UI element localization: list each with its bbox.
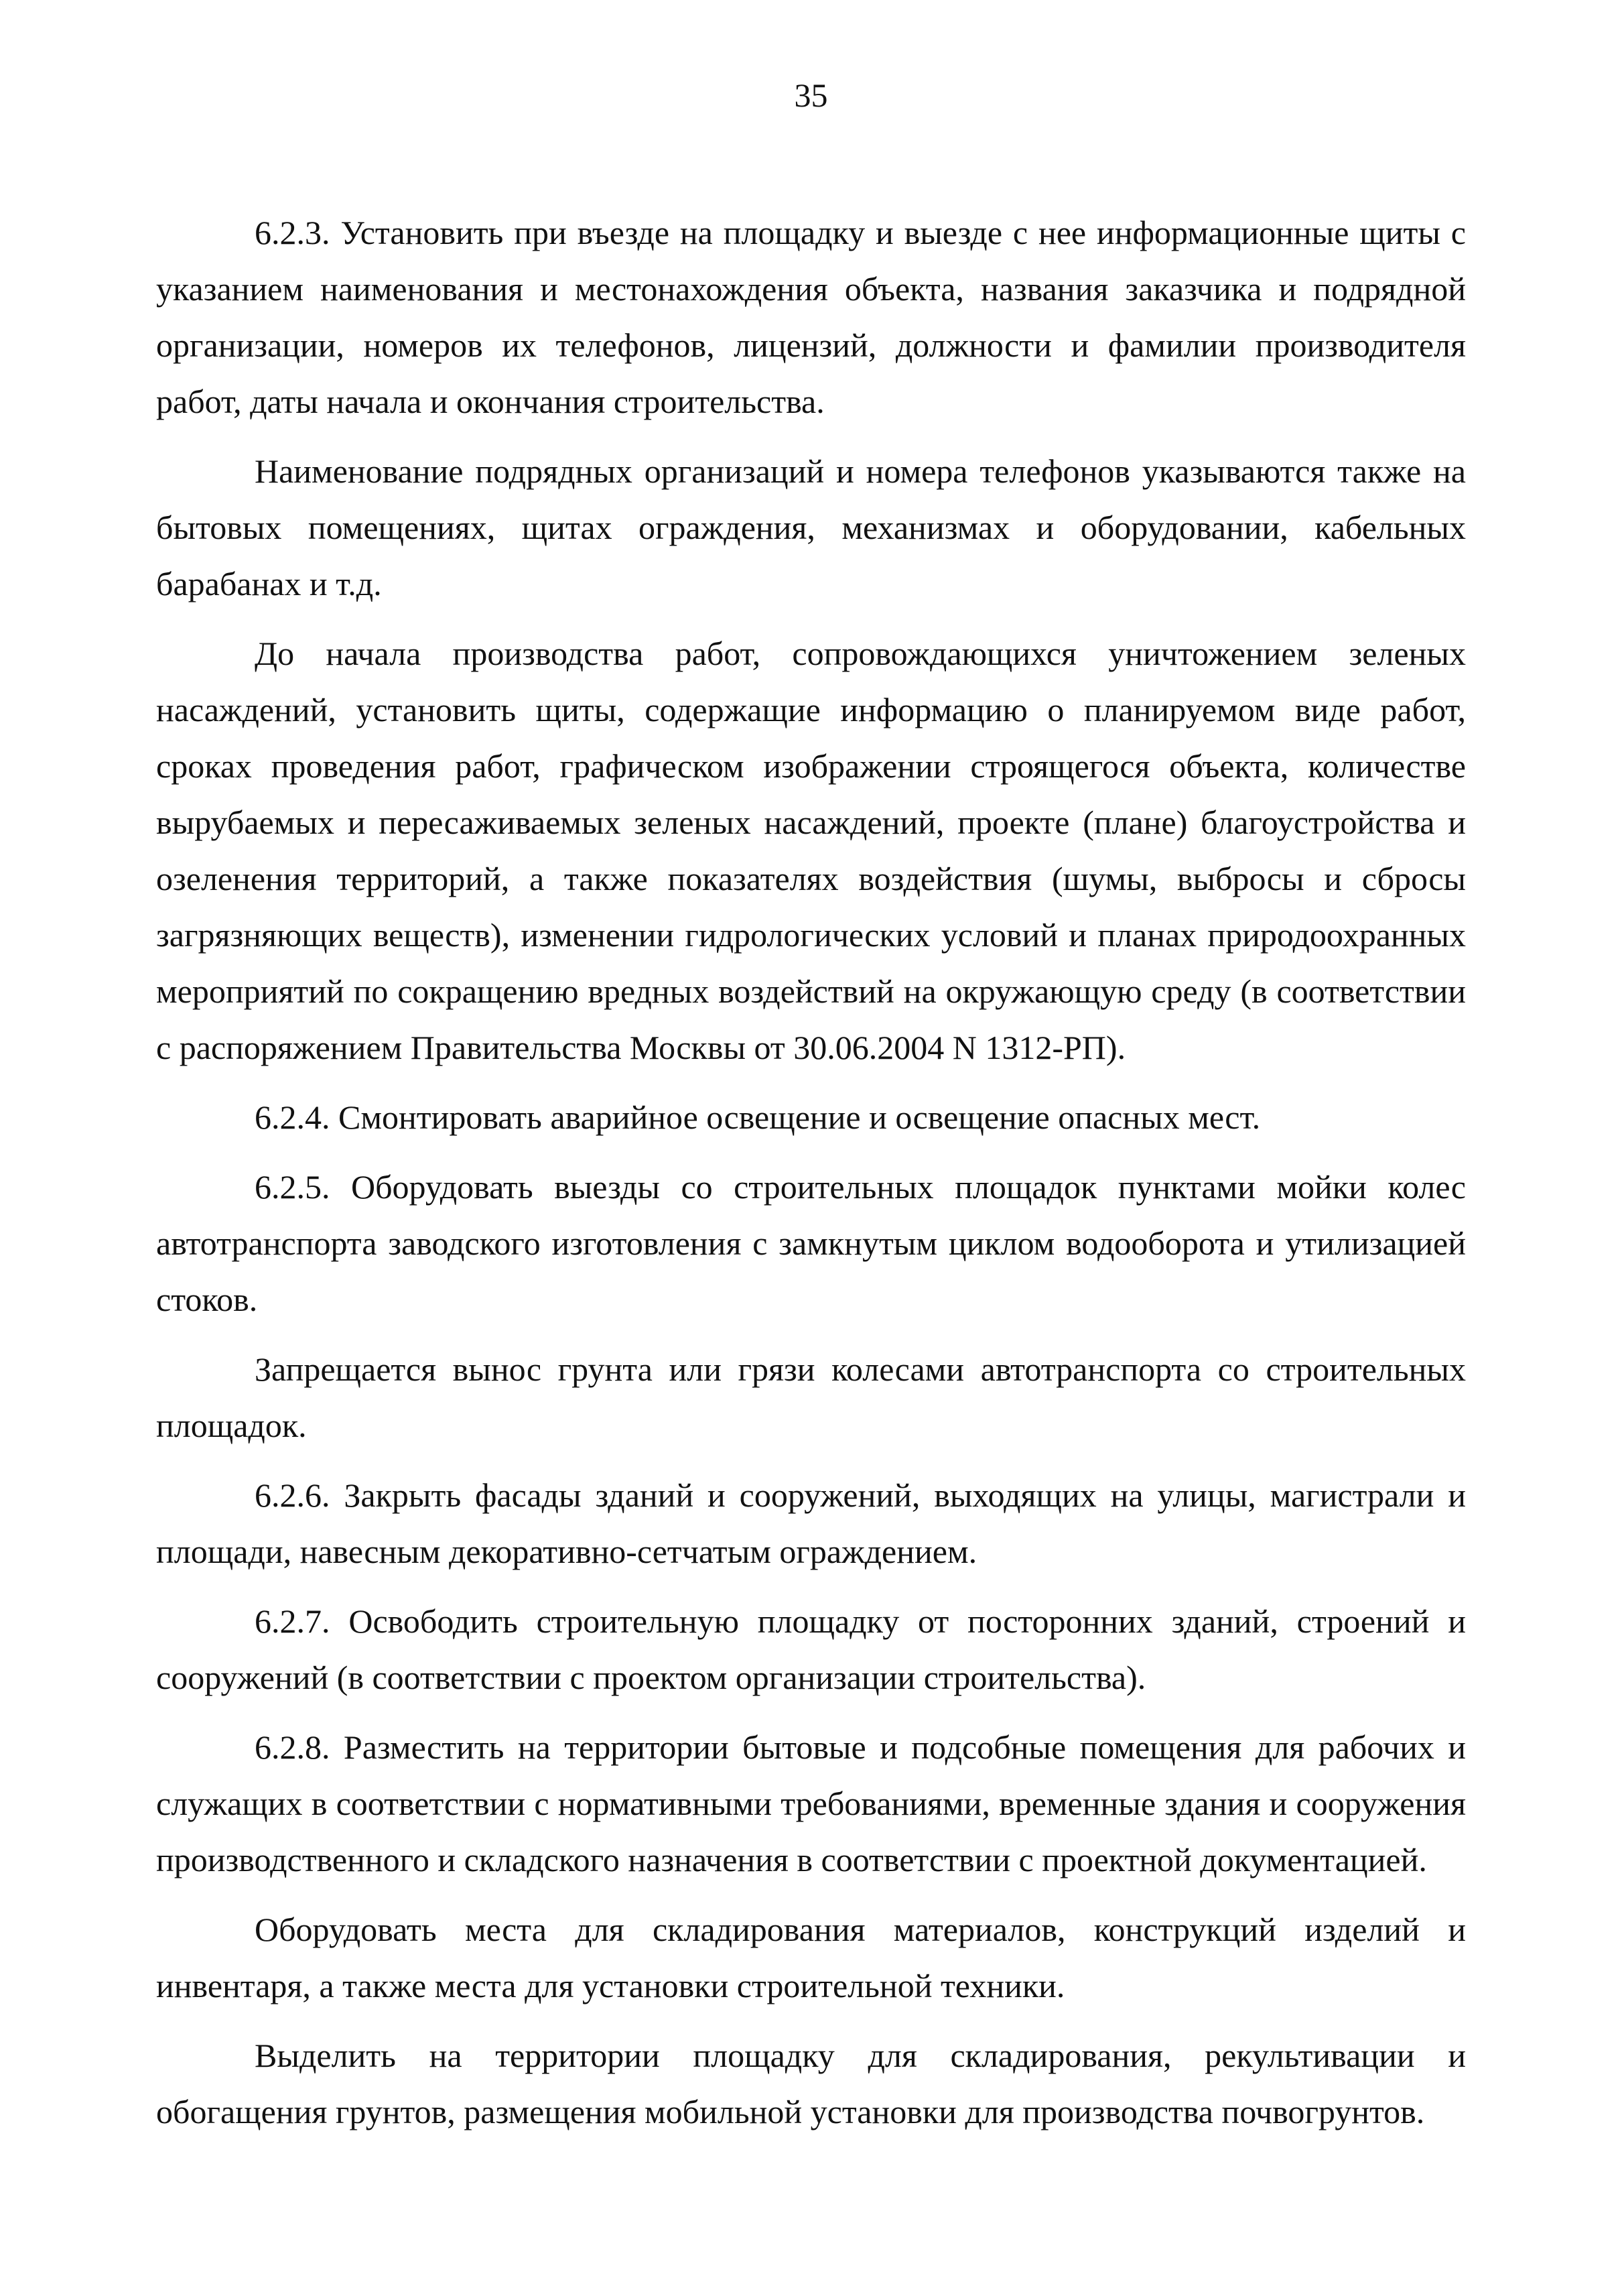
paragraph-6-2-7: 6.2.7. Освободить строительную площадку от посторонних зданий, строений и сооружений (в соответствии с проектом организации строительства). — [156, 1602, 1466, 1696]
paragraph-green-spaces: До начала производства работ, сопровождающихся уничтожением зеленых насаждений, установить щиты, содержащие информацию о планируемом виде работ, сроках проведения работ, графическом изображении строящегося объекта, количестве вырубаемых и пересаживаемых зеленых насаждений, проекте (плане) благоустройства и озеленения территорий, а также показателях воздействия (шумы, выбросы и сбросы загрязняющих веществ), изменении гидрологических условий и планах природоохранных мероприятий по сокращению вредных воздействий на окружающую среду (в соответствии с распоряжением Правительства Москвы от 30.06.2004 N 1312-РП). — [156, 635, 1466, 1066]
paragraph-6-2-5: 6.2.5. Оборудовать выезды со строительных площадок пунктами мойки колес автотранспорта заводского изготовления с замкнутым циклом водооборота и утилизацией стоков. — [156, 1168, 1466, 1318]
paragraph-6-2-4: 6.2.4. Смонтировать аварийное освещение и освещение опасных мест. — [255, 1098, 1261, 1136]
paragraph-storage-places: Оборудовать места для складирования материалов, конструкций изделий и инвентаря, а также места для установки строительной техники. — [156, 1911, 1466, 2004]
paragraph-soil-removal: Запрещается вынос грунта или грязи колесами автотранспорта со строительных площадок. — [156, 1350, 1466, 1444]
paragraph-soil-site: Выделить на территории площадку для складирования, рекультивации и обогащения грунтов, размещения мобильной установки для производства почвогрунтов. — [156, 2037, 1466, 2130]
paragraph-6-2-6: 6.2.6. Закрыть фасады зданий и сооружений, выходящих на улицы, магистрали и площади, навесным декоративно-сетчатым ограждением. — [156, 1476, 1466, 1570]
paragraph-6-2-8: 6.2.8. Разместить на территории бытовые и подсобные помещения для рабочих и служащих в соответствии с нормативными требованиями, временные здания и сооружения производственного и складского назначения в соответствии с проектной документацией. — [156, 1728, 1466, 1878]
page-number: 35 — [794, 76, 828, 114]
paragraph-contractor-names: Наименование подрядных организаций и номера телефонов указываются также на бытовых помещениях, щитах ограждения, механизмах и оборудовании, кабельных барабанах и т.д. — [156, 452, 1466, 602]
paragraph-6-2-3: 6.2.3. Установить при въезде на площадку и выезде с нее информационные щиты с указанием наименования и местонахождения объекта, названия заказчика и подрядной организации, номеров их телефонов, лицензий, должности и фамилии производителя работ, даты начала и окончания строительства. — [156, 214, 1466, 420]
document-body — [156, 204, 1466, 2153]
